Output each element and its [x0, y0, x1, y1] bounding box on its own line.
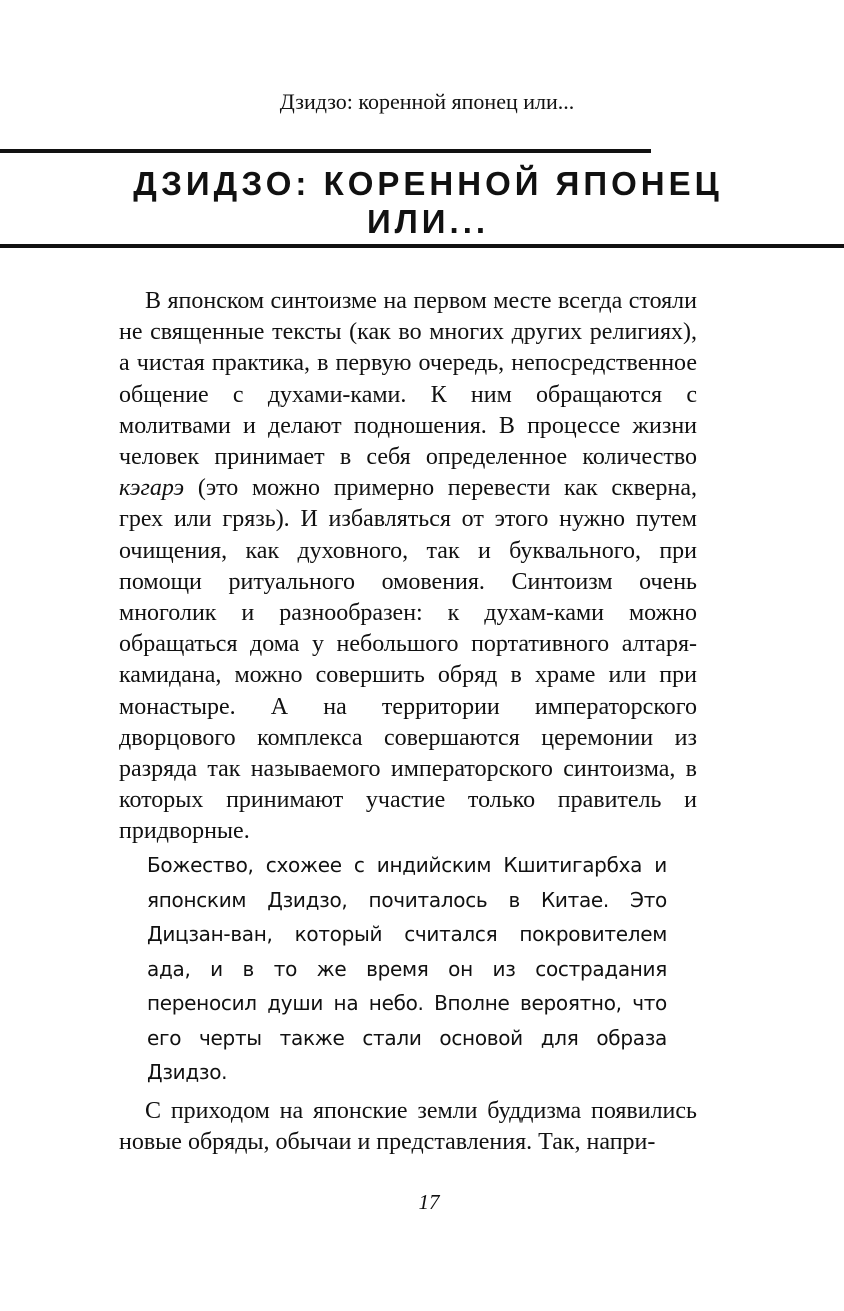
- paragraph-1-text-a: В японском синтоизме на первом месте всегда стояли не священные тексты (как во многих других религиях), а чистая практика, в первую очередь, непосредственное общение с духами-ками. К ним обращаются с молитвами и делают подношения. В процессе жизни человек принимает в себя определенное количество: [119, 288, 697, 471]
- title-rule-top: [0, 149, 651, 153]
- paragraph-1-text-b: (это можно примерно перевести как скверна, грех или грязь). И избавляться от этого нужно путем очищения, как духовного, так и буквального, при помощи ритуального омовения. Синтоизм очень многолик и разнообразен: к духам-ками можно обращаться дома у небольшого портативного алтаря-камидана, можно совершить обряд в храме или при монастыре. А на территории императорского дворцового комплекса совершаются церемонии из разряда так называемого императорского синтоизма, в которых принимают участие только правитель и придворные.: [119, 475, 697, 845]
- page-number: 17: [418, 1190, 440, 1214]
- body-paragraph-1: [119, 286, 697, 848]
- paragraph-1-italic-term: кэгарэ: [119, 475, 185, 502]
- chapter-title-line-1: ДЗИДЗО: КОРЕННОЙ ЯПОНЕЦ: [133, 165, 723, 202]
- body-paragraph-2: С приходом на японские земли буддизма появились новые обряды, обычаи и представления. Так, напри-: [119, 1098, 697, 1156]
- chapter-title-line-2: ИЛИ...: [366, 203, 490, 240]
- chapter-title: [0, 165, 844, 241]
- running-head: Дзидзо: коренной японец или...: [279, 89, 575, 114]
- sidenote: Божество, схожее с индийским Кшитигарбха и японским Дзидзо, почиталось в Китае. Это Дицзан-ван, который считался покровителем ада, и в то же время он из сострадания переносил души на небо. Вполне вероятно, что его черты также стали основой для образа Дзидзо.: [147, 853, 667, 1084]
- title-rule-bottom: [0, 244, 844, 248]
